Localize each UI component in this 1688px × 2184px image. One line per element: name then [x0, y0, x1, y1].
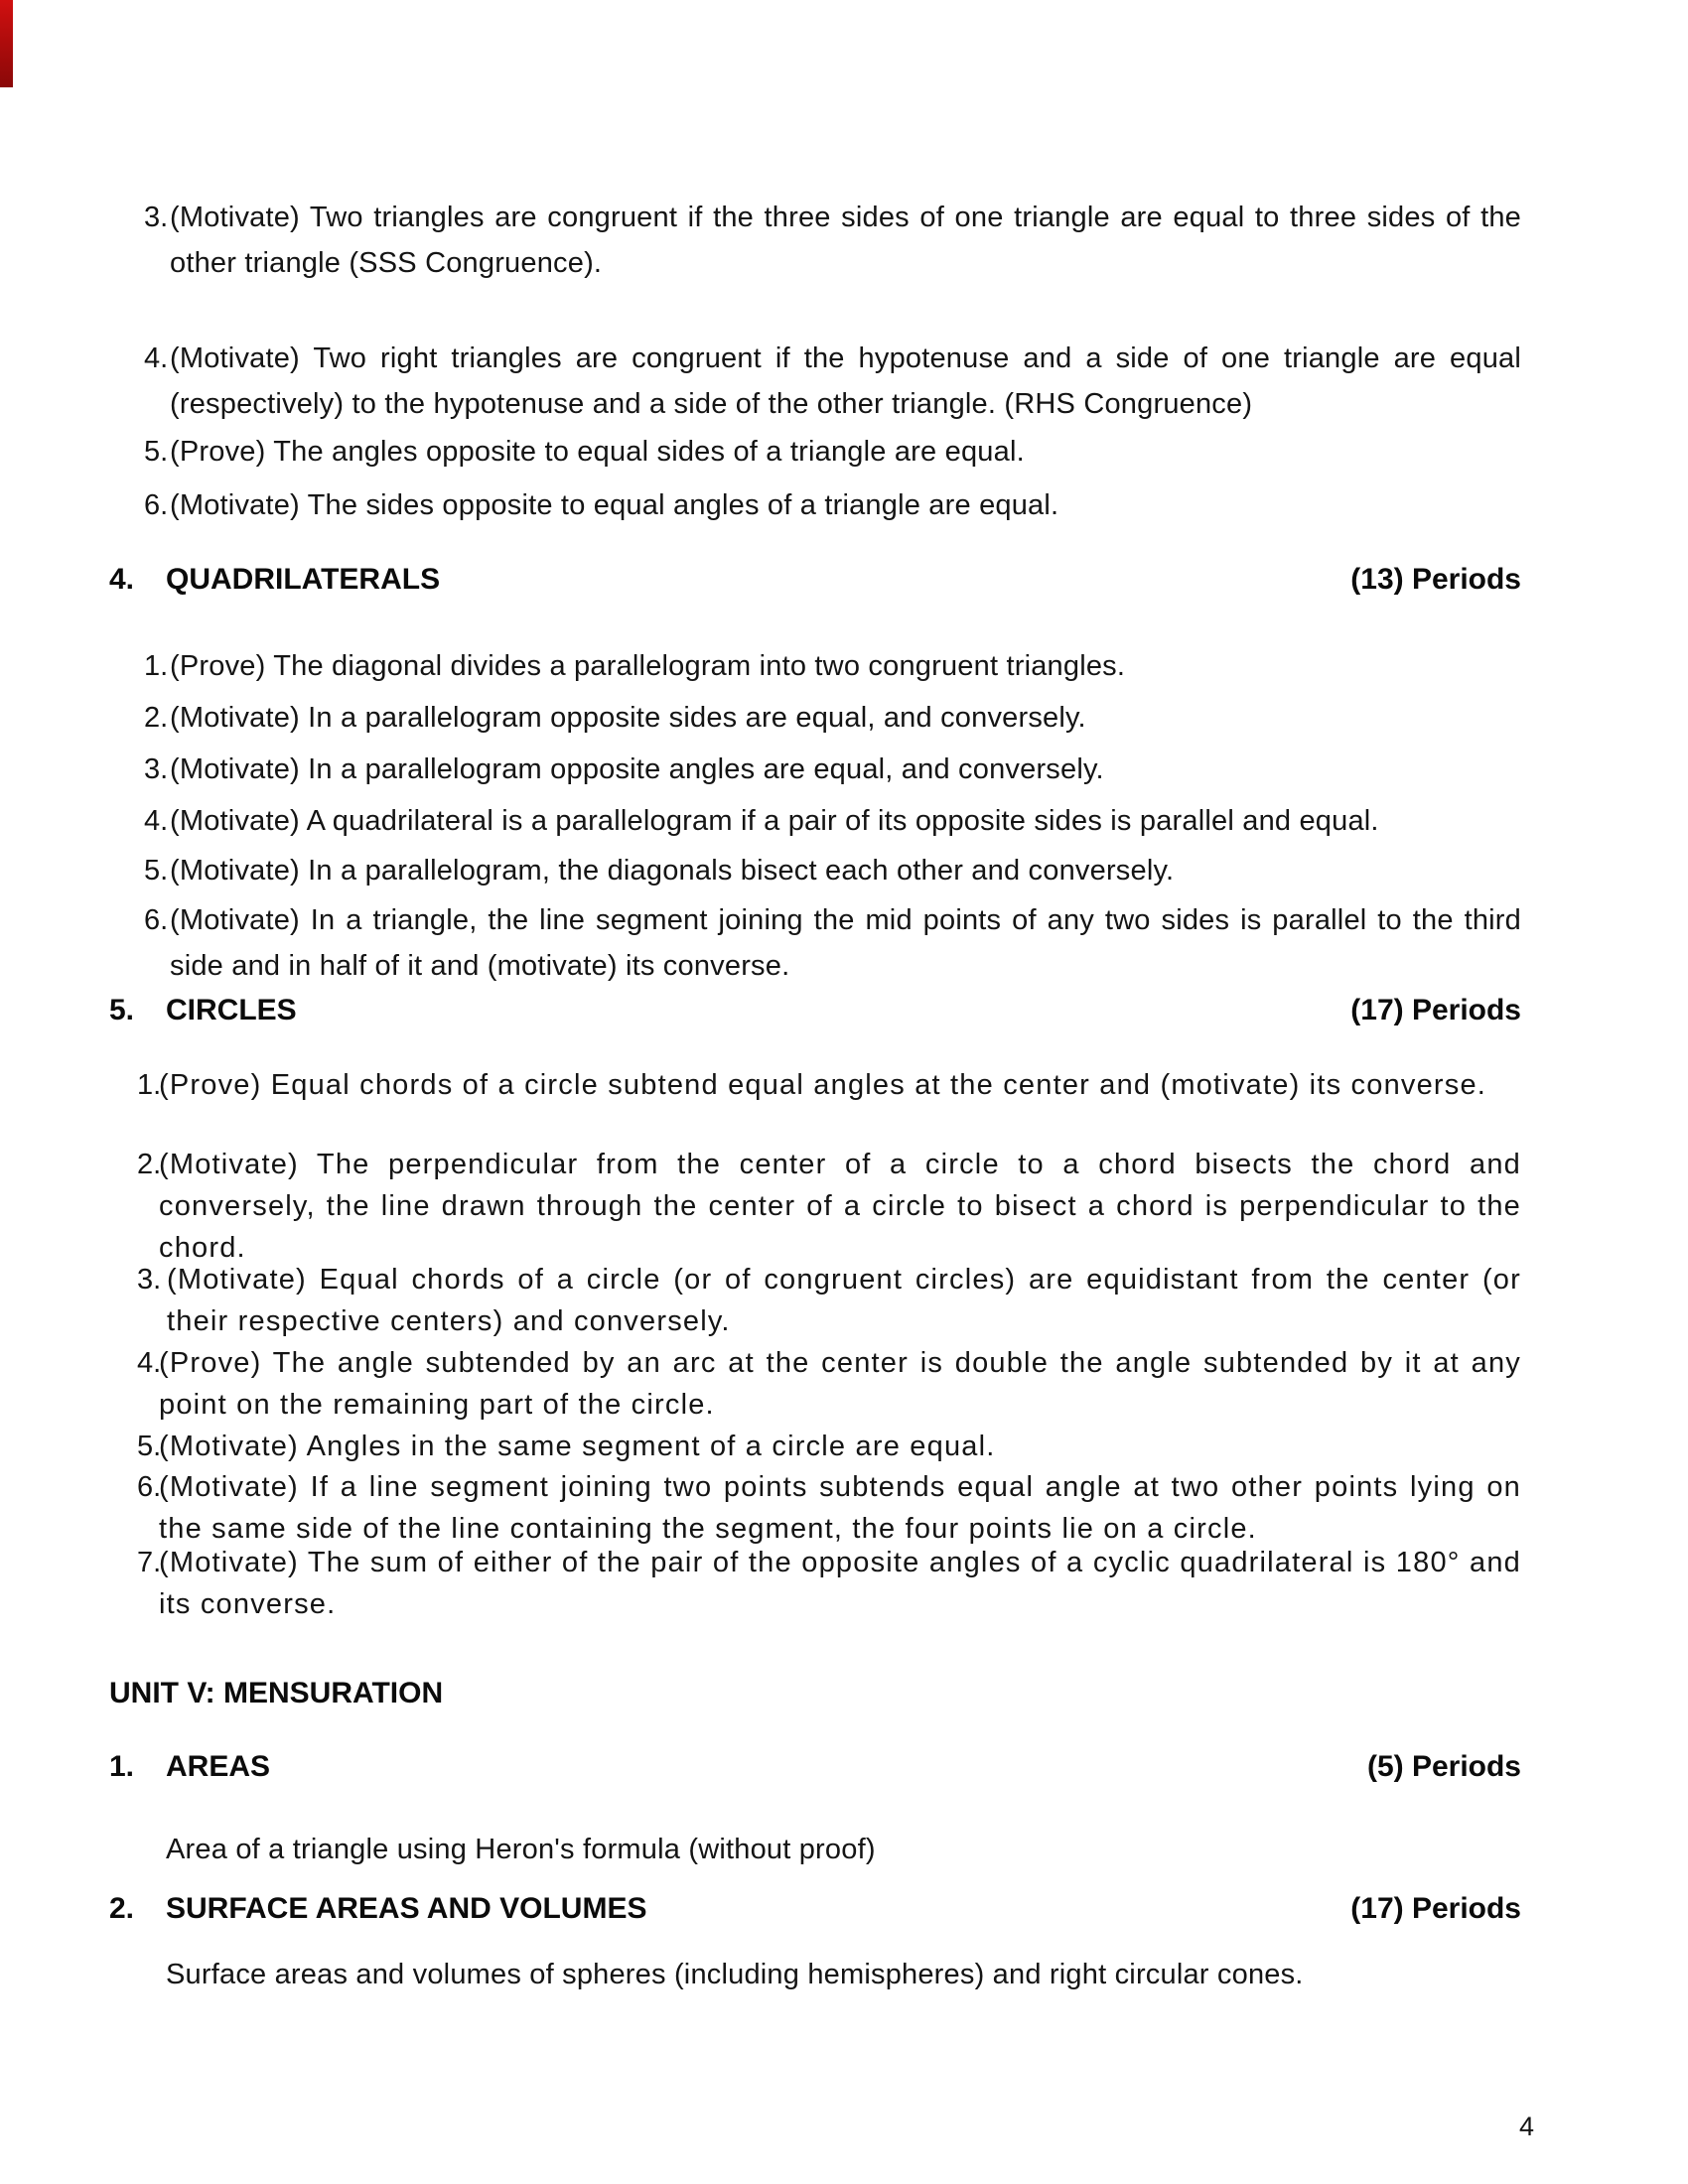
topic-text: Area of a triangle using Heron's formula (without proof)	[166, 1834, 876, 1865]
list-item	[137, 1144, 1521, 1269]
item-text: (Motivate) Two right triangles are congruent if the hypotenuse and a side of one triangle are equal (respectively) to the hypotenuse and a side of the other triangle. (RHS Congruence)	[170, 342, 1521, 420]
item-text: (Motivate) In a parallelogram, the diagonals bisect each other and conversely.	[170, 855, 1175, 887]
section-title: SURFACE AREAS AND VOLUMES	[166, 1892, 647, 1925]
item-number: 1.	[137, 1069, 162, 1101]
list-item	[137, 1342, 1521, 1426]
item-number: 5.	[137, 1431, 162, 1462]
item-text: (Motivate) In a triangle, the line segment joining the mid points of any two sides is parallel to the third side and in half of it and (motivate) its converse.	[170, 904, 1521, 982]
section-heading-surface-areas-volumes	[109, 1891, 1521, 1927]
list-item	[144, 643, 1521, 689]
list-item	[144, 848, 1521, 893]
section-number: 2.	[109, 1892, 135, 1925]
item-text: (Prove) The angles opposite to equal sides of a triangle are equal.	[170, 436, 1025, 468]
item-text: (Motivate) Equal chords of a circle (or of congruent circles) are equidistant from the center (or their respective centers) and conversely.	[167, 1264, 1521, 1337]
item-number: 4.	[144, 342, 169, 374]
item-text: (Prove) The diagonal divides a parallelogram into two congruent triangles.	[170, 650, 1126, 682]
item-text: (Prove) Equal chords of a circle subtend equal angles at the center and (motivate) its converse.	[159, 1069, 1487, 1101]
item-text: (Motivate) The sides opposite to equal angles of a triangle are equal.	[170, 489, 1059, 521]
section-number: 5.	[109, 994, 135, 1026]
section-title: QUADRILATERALS	[166, 563, 441, 596]
list-item	[144, 798, 1521, 844]
section-periods: (5) Periods	[1366, 1750, 1521, 1783]
list-item	[144, 336, 1521, 427]
item-number: 1.	[144, 650, 169, 682]
item-number: 4.	[137, 1347, 162, 1379]
section-heading-quadrilaterals	[109, 562, 1521, 598]
item-text: (Motivate) Angles in the same segment of a circle are equal.	[159, 1431, 996, 1462]
list-item	[137, 1426, 1521, 1467]
section-periods: (17) Periods	[1350, 994, 1521, 1026]
section-number: 1.	[109, 1750, 135, 1783]
item-number: 5.	[144, 436, 169, 468]
item-number: 3.	[144, 753, 169, 785]
list-item	[144, 897, 1521, 989]
list-item	[144, 195, 1521, 286]
item-text: (Prove) The angle subtended by an arc at the center is double the angle subtended by it at any point on the remaining part of the circle.	[159, 1347, 1521, 1421]
item-number: 7.	[137, 1547, 162, 1578]
list-item	[144, 482, 1521, 528]
item-number: 2.	[144, 702, 169, 734]
item-number: 4.	[144, 805, 169, 837]
section-periods: (17) Periods	[1350, 1892, 1521, 1925]
item-text: (Motivate) A quadrilateral is a parallelogram if a pair of its opposite sides is parallel and equal.	[170, 805, 1379, 837]
item-text: (Motivate) In a parallelogram opposite angles are equal, and conversely.	[170, 753, 1104, 785]
list-item	[137, 1259, 1521, 1342]
item-text: (Motivate) The perpendicular from the center of a circle to a chord bisects the chord and conversely, the line drawn through the center of a circle to bisect a chord is perpendicular to the chord.	[159, 1149, 1521, 1264]
list-item	[137, 1466, 1521, 1550]
item-text: (Motivate) In a parallelogram opposite sides are equal, and conversely.	[170, 702, 1086, 734]
section-number: 4.	[109, 563, 135, 596]
item-text: (Motivate) If a line segment joining two points subtends equal angle at two other points lying on the same side of the line containing the segment, the four points lie on a circle.	[159, 1471, 1521, 1545]
unit-heading: UNIT V: MENSURATION	[109, 1677, 444, 1709]
item-number: 2.	[137, 1149, 162, 1180]
topic-text: Surface areas and volumes of spheres (including hemispheres) and right circular cones.	[166, 1959, 1304, 1990]
item-number: 3.	[137, 1264, 162, 1296]
item-number: 3.	[144, 202, 169, 233]
section-title: AREAS	[166, 1750, 271, 1783]
item-text: (Motivate) The sum of either of the pair of the opposite angles of a cyclic quadrilateral is 180° and its converse.	[159, 1547, 1521, 1620]
page-edge-red-mark	[0, 0, 13, 87]
item-text: (Motivate) Two triangles are congruent if the three sides of one triangle are equal to three sides of the other triangle (SSS Congruence).	[170, 202, 1521, 279]
item-number: 6.	[137, 1471, 162, 1503]
list-item	[144, 429, 1521, 475]
list-item	[137, 1542, 1521, 1625]
section-title: CIRCLES	[166, 994, 297, 1026]
item-number: 6.	[144, 904, 169, 936]
list-item	[144, 747, 1521, 792]
section-heading-circles	[109, 993, 1521, 1028]
list-item	[137, 1064, 1521, 1106]
section-periods: (13) Periods	[1350, 563, 1521, 596]
list-item	[144, 695, 1521, 741]
page-number: 4	[1519, 2112, 1535, 2141]
item-number: 6.	[144, 489, 169, 521]
item-number: 5.	[144, 855, 169, 887]
section-heading-areas	[109, 1749, 1521, 1785]
